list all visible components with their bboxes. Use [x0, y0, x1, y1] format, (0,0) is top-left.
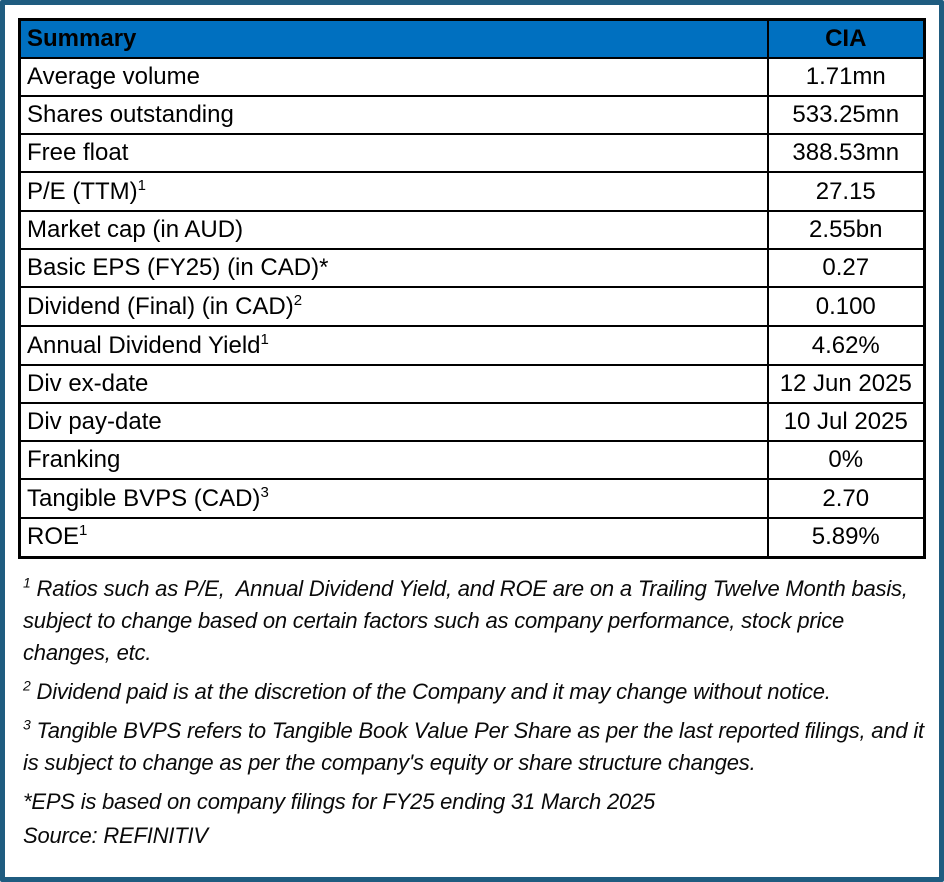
- table-row: [20, 211, 925, 249]
- metric-label: Average volume: [27, 63, 200, 90]
- table-row: [20, 365, 925, 403]
- metric-label-cell: [20, 326, 768, 365]
- metric-label: ROE: [27, 523, 80, 551]
- footnote-item: [23, 715, 930, 779]
- metric-label-cell: [20, 365, 768, 403]
- footnote-marker: 1: [79, 522, 88, 540]
- metric-label: P/E (TTM): [27, 177, 138, 205]
- metric-value-cell: 388.53mn: [768, 134, 925, 172]
- footnote-marker: 1: [137, 176, 146, 194]
- footnote-text: Ratios such as P/E, Annual Dividend Yield, and ROE are on a Trailing Twelve Month basis, subject to change based on certain factors such as company performance, stock price changes, etc.: [23, 575, 914, 665]
- table-row: [20, 326, 925, 365]
- table-row: [20, 441, 925, 479]
- footnote-marker: 3: [260, 483, 269, 501]
- metric-label-cell: [20, 518, 768, 557]
- footnote-note: [23, 786, 926, 818]
- footnote-text: Dividend paid is at the discretion of the Company and it may change without notice.: [30, 678, 831, 704]
- table-body: [20, 58, 925, 557]
- metric-label: Basic EPS (FY25) (in CAD)*: [27, 254, 329, 281]
- metric-value-cell: 10 Jul 2025: [768, 403, 925, 441]
- metric-label-cell: [20, 249, 768, 287]
- metric-value-cell: 2.55bn: [768, 211, 925, 249]
- footnote-marker: 3: [23, 716, 31, 733]
- table-header-ticker: CIA: [768, 20, 925, 59]
- footnote-item: [23, 676, 926, 708]
- metric-value-cell: 12 Jun 2025: [768, 365, 925, 403]
- footnote-item: [23, 573, 926, 669]
- metric-label: Annual Dividend Yield: [27, 331, 261, 359]
- metric-value-cell: 1.71mn: [768, 58, 925, 96]
- table-row: [20, 172, 925, 211]
- metric-label: Market cap (in AUD): [27, 216, 244, 243]
- metric-label-cell: [20, 134, 768, 172]
- table-row: [20, 58, 925, 96]
- footnote-text: Source: REFINITIV: [23, 822, 208, 848]
- table-row: [20, 249, 925, 287]
- metric-label-cell: [20, 96, 768, 134]
- metric-label-cell: [20, 287, 768, 326]
- table-row: [20, 518, 925, 557]
- metric-label-cell: [20, 172, 768, 211]
- metric-label-cell: [20, 58, 768, 96]
- footnote-marker: 1: [23, 574, 31, 591]
- table-row: [20, 287, 925, 326]
- metric-value-cell: 0%: [768, 441, 925, 479]
- metric-label: Franking: [27, 446, 121, 473]
- metric-label: Free float: [27, 139, 129, 166]
- footnotes-section: [18, 573, 930, 852]
- table-header-row: [20, 20, 925, 59]
- metric-value-cell: 0.27: [768, 249, 925, 287]
- footnote-text: *EPS is based on company filings for FY25 ending 31 March 2025: [23, 788, 656, 814]
- metric-label-cell: [20, 441, 768, 479]
- footnote-text: Tangible BVPS refers to Tangible Book Value Per Share as per the last reported filings, and it is subject to change as per the company's equity or share structure changes.: [23, 717, 930, 775]
- metric-value-cell: 5.89%: [768, 518, 925, 557]
- footnote-note: [23, 820, 926, 852]
- metric-label-cell: [20, 211, 768, 249]
- metric-label: Div ex-date: [27, 370, 149, 397]
- table-row: [20, 403, 925, 441]
- footnote-marker: 2: [23, 677, 31, 694]
- footnote-marker: 1: [260, 330, 269, 348]
- metric-value-cell: 533.25mn: [768, 96, 925, 134]
- metric-label: Div pay-date: [27, 408, 162, 435]
- footnote-marker: 2: [293, 291, 303, 309]
- table-row: [20, 96, 925, 134]
- table-row: [20, 479, 925, 518]
- metric-label: Dividend (Final) (in CAD): [27, 292, 294, 320]
- metric-value-cell: 2.70: [768, 479, 925, 518]
- summary-table: [18, 18, 926, 559]
- table-row: [20, 134, 925, 172]
- table-header-summary: Summary: [20, 20, 768, 59]
- metric-label: Tangible BVPS (CAD): [27, 484, 261, 512]
- metric-value-cell: 0.100: [768, 287, 925, 326]
- metric-label: Shares outstanding: [27, 101, 234, 128]
- metric-label-cell: [20, 479, 768, 518]
- metric-value-cell: 4.62%: [768, 326, 925, 365]
- metric-value-cell: 27.15: [768, 172, 925, 211]
- metric-label-cell: [20, 403, 768, 441]
